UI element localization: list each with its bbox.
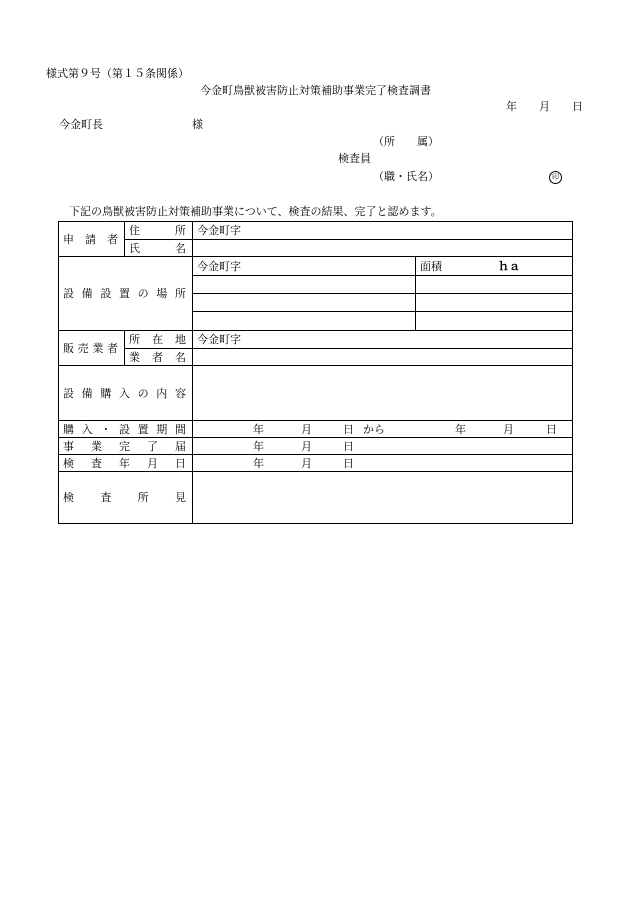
table-row	[59, 366, 573, 421]
period-start-year: 年	[253, 423, 264, 436]
inspection-year: 年	[253, 457, 264, 470]
period-start-month: 月	[301, 423, 312, 436]
statement: 下記の鳥獣被害防止対策補助事業について、検査の結果、完了と認めます。	[69, 205, 442, 218]
vendor-name-label-cell	[125, 349, 193, 366]
applicant-name-label-cell	[125, 240, 193, 257]
completion-month: 月	[301, 440, 312, 453]
location-value[interactable]: 今金町字	[193, 257, 416, 276]
applicant-address-value[interactable]: 今金町字	[193, 222, 573, 240]
vendor-address-label: 所 在 地	[129, 333, 186, 346]
inspection-table	[58, 221, 573, 524]
vendor-label: 販 売 業 者	[63, 341, 118, 355]
inspector-affiliation-label: （所 属）	[373, 135, 439, 148]
table-row	[59, 455, 573, 472]
location-value-3[interactable]	[193, 294, 416, 312]
period-label: 購 入 ・ 設 置 期 間	[63, 422, 186, 436]
findings-label-cell	[59, 472, 193, 524]
applicant-label-cell	[59, 222, 125, 257]
vendor-address-label-cell	[125, 331, 193, 349]
location-label-cell	[59, 257, 193, 331]
findings-value[interactable]	[193, 472, 573, 524]
completion-label-cell	[59, 438, 193, 455]
applicant-name-value[interactable]	[193, 240, 573, 257]
location-area-4[interactable]	[416, 312, 573, 331]
completion-value[interactable]	[193, 438, 573, 455]
area-unit: ｈａ	[498, 259, 520, 273]
vendor-address-value[interactable]: 今金町字	[193, 331, 573, 349]
inspection-date-value[interactable]	[193, 455, 573, 472]
inspection-month: 月	[301, 457, 312, 470]
period-start-day: 日	[343, 423, 354, 436]
completion-day: 日	[343, 440, 354, 453]
area-label: 面積	[420, 259, 442, 273]
addressee-name: 今金町長	[59, 118, 103, 131]
page-title: 今金町鳥獣被害防止対策補助事業完了検査調書	[200, 84, 431, 97]
findings-label: 検 査 所 見	[63, 491, 186, 504]
inspection-date-label: 検 査 年 月 日	[63, 456, 186, 470]
period-from: から	[363, 423, 385, 436]
period-end-day: 日	[546, 423, 557, 436]
inspection-day: 日	[343, 457, 354, 470]
vendor-label-cell	[59, 331, 125, 366]
table-row	[59, 472, 573, 524]
date-month: 月	[539, 100, 550, 113]
location-area-2[interactable]	[416, 276, 573, 294]
applicant-name-label: 氏 名	[129, 241, 186, 255]
date-year: 年	[506, 100, 517, 113]
applicant-label: 申 請 者	[63, 232, 118, 246]
inspection-date-label-cell	[59, 455, 193, 472]
inspector-name-label: （職・氏名）	[373, 170, 439, 183]
table-row	[59, 349, 573, 366]
vendor-name-value[interactable]	[193, 349, 573, 366]
table-row	[59, 222, 573, 240]
location-value-2[interactable]	[193, 276, 416, 294]
contents-label-cell	[59, 366, 193, 421]
seal-mark: 印	[549, 171, 562, 184]
date-day: 日	[572, 100, 583, 113]
table-row	[59, 421, 573, 438]
period-end-month: 月	[503, 423, 514, 436]
vendor-name-label: 業 者 名	[129, 350, 186, 364]
table-row	[59, 240, 573, 257]
addressee-honorific: 様	[192, 118, 203, 131]
completion-year: 年	[253, 440, 264, 453]
completion-label: 事 業 完 了 届	[63, 439, 186, 453]
table-row	[59, 331, 573, 349]
table-row	[59, 438, 573, 455]
period-value[interactable]	[193, 421, 573, 438]
seal-icon	[549, 170, 562, 184]
contents-label: 設 備 購 入 の 内 容	[63, 386, 186, 400]
form-number: 様式第９号（第１５条関係）	[46, 67, 189, 80]
period-end-year: 年	[455, 423, 466, 436]
table-row	[59, 257, 573, 276]
location-area-cell[interactable]	[416, 257, 573, 276]
contents-value[interactable]	[193, 366, 573, 421]
period-label-cell	[59, 421, 193, 438]
location-area-3[interactable]	[416, 294, 573, 312]
applicant-address-label-cell	[125, 222, 193, 240]
inspector-role: 検査員	[338, 152, 371, 165]
location-value-4[interactable]	[193, 312, 416, 331]
location-label: 設 備 設 置 の 場 所	[63, 287, 186, 300]
applicant-address-label: 住 所	[129, 224, 186, 237]
